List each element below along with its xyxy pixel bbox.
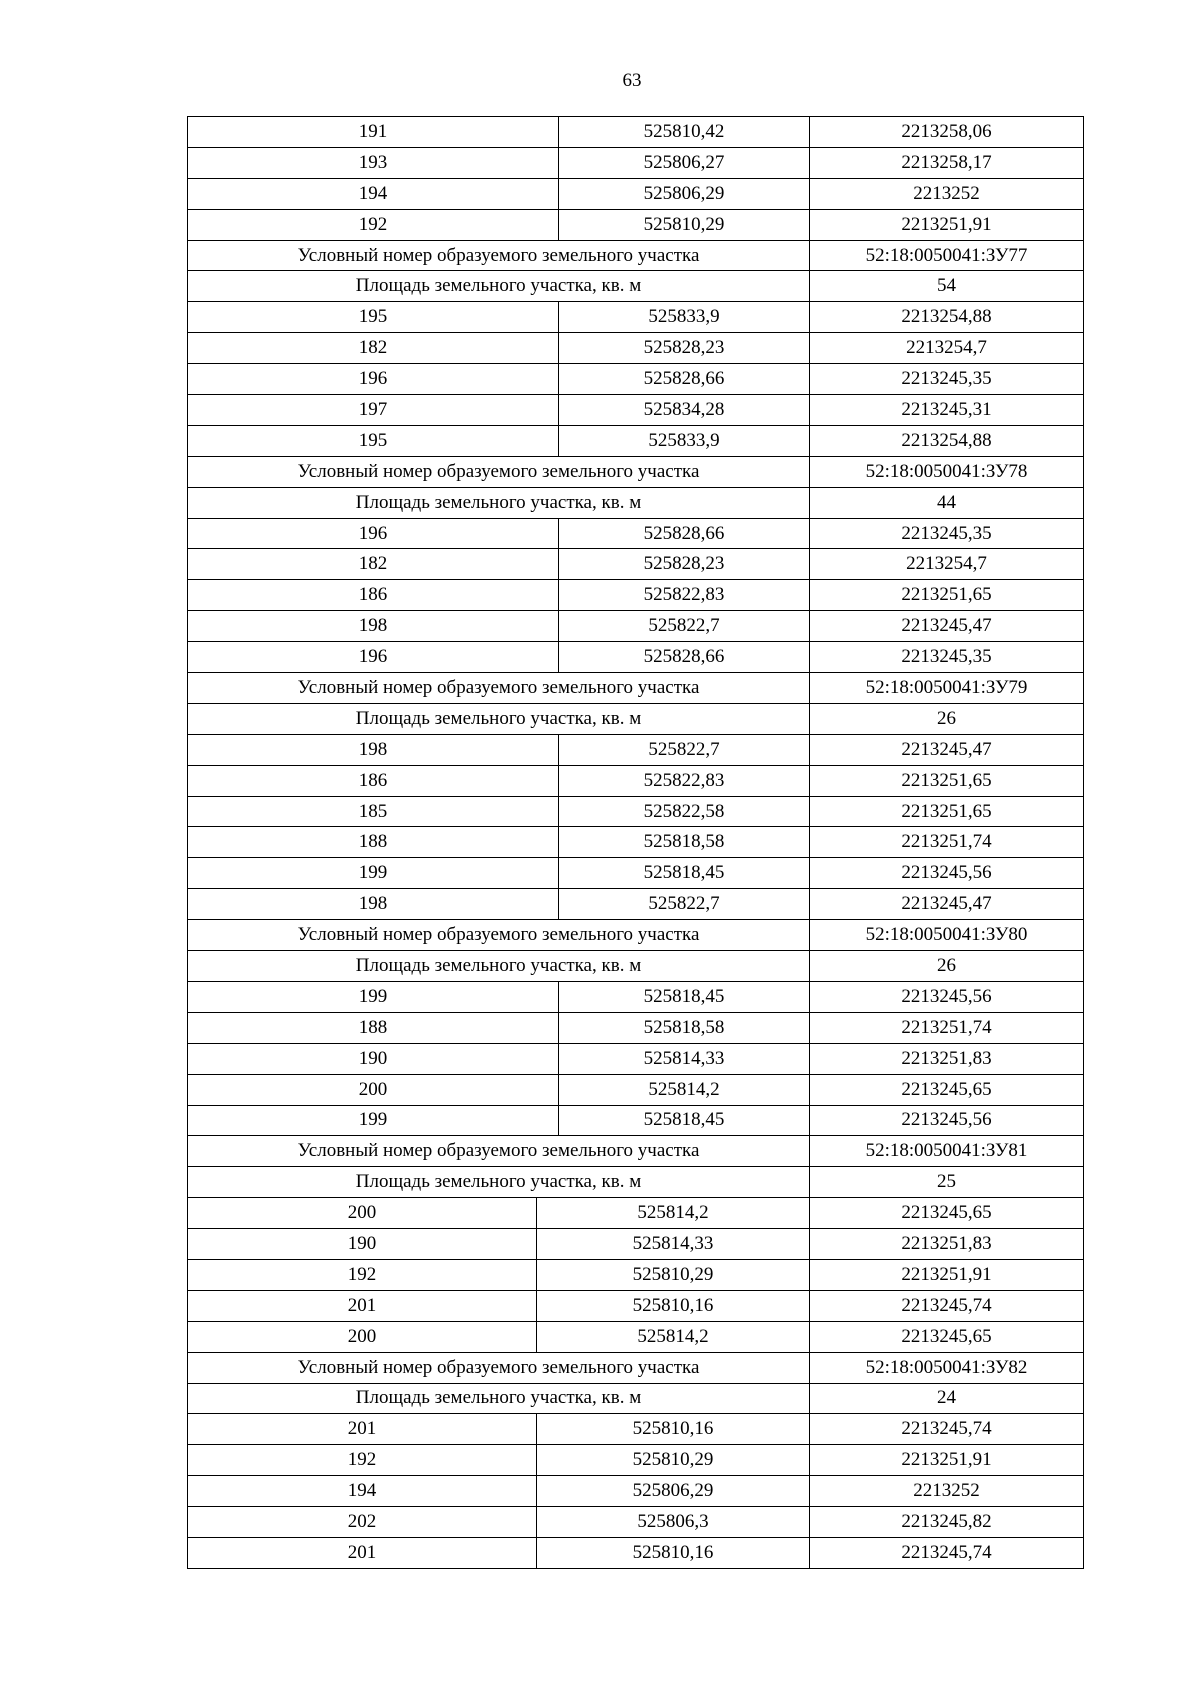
coord-x: 525810,16 [537, 1537, 810, 1568]
coord-y: 2213251,65 [810, 765, 1084, 796]
coord-x: 525814,2 [537, 1198, 810, 1229]
coord-y: 2213245,35 [810, 364, 1084, 395]
coord-y: 2213251,83 [810, 1043, 1084, 1074]
coord-x: 525822,7 [559, 889, 810, 920]
coord-x: 525828,23 [559, 549, 810, 580]
point-number: 188 [188, 827, 559, 858]
table-row [188, 858, 1084, 889]
table-row [188, 209, 1084, 240]
parcel-number: 52:18:0050041:ЗУ79 [810, 673, 1084, 704]
coord-y: 2213245,65 [810, 1321, 1084, 1352]
parcel-number-label: Условный номер образуемого земельного участка [188, 456, 810, 487]
point-number: 186 [188, 765, 559, 796]
table-row [188, 333, 1084, 364]
coord-x: 525822,83 [559, 580, 810, 611]
coord-y: 2213252 [810, 1476, 1084, 1507]
coord-y: 2213258,06 [810, 117, 1084, 148]
parcel-number-row [188, 240, 1084, 271]
coord-x: 525806,27 [559, 147, 810, 178]
parcel-area: 54 [810, 271, 1084, 302]
parcel-number-row [188, 1136, 1084, 1167]
point-number: 192 [188, 1445, 537, 1476]
table-row [188, 1012, 1084, 1043]
coord-y: 2213251,91 [810, 1445, 1084, 1476]
point-number: 186 [188, 580, 559, 611]
parcel-number-label: Условный номер образуемого земельного участка [188, 673, 810, 704]
parcel-block [187, 1135, 1084, 1352]
coord-y: 2213258,17 [810, 147, 1084, 178]
point-number: 199 [188, 858, 559, 889]
table-row [188, 796, 1084, 827]
point-number: 202 [188, 1507, 537, 1538]
coord-y: 2213251,74 [810, 1012, 1084, 1043]
point-number: 182 [188, 549, 559, 580]
coord-y: 2213251,74 [810, 827, 1084, 858]
coord-x: 525810,29 [559, 209, 810, 240]
point-number: 185 [188, 796, 559, 827]
table-row [188, 395, 1084, 426]
table-row [188, 1043, 1084, 1074]
point-number: 200 [188, 1198, 537, 1229]
table-row [188, 734, 1084, 765]
parcel-area-row [188, 703, 1084, 734]
table-row [188, 549, 1084, 580]
parcel-number-row [188, 1352, 1084, 1383]
parcel-area: 24 [810, 1383, 1084, 1414]
table-row [188, 1445, 1084, 1476]
table-row [188, 1198, 1084, 1229]
coord-y: 2213245,74 [810, 1414, 1084, 1445]
coord-x: 525833,9 [559, 302, 810, 333]
coord-y: 2213245,47 [810, 889, 1084, 920]
parcel-area-row [188, 1167, 1084, 1198]
parcel-number-label: Условный номер образуемого земельного участка [188, 1352, 810, 1383]
coord-x: 525806,29 [537, 1476, 810, 1507]
coord-y: 2213245,35 [810, 518, 1084, 549]
table-row [188, 117, 1084, 148]
parcel-block [187, 672, 1084, 920]
parcel-area: 25 [810, 1167, 1084, 1198]
coord-x: 525810,16 [537, 1290, 810, 1321]
point-number: 195 [188, 425, 559, 456]
table-row [188, 889, 1084, 920]
point-number: 192 [188, 1259, 537, 1290]
coord-x: 525806,3 [537, 1507, 810, 1538]
coord-x: 525818,58 [559, 827, 810, 858]
coord-y: 2213245,74 [810, 1537, 1084, 1568]
coord-x: 525810,42 [559, 117, 810, 148]
table-row [188, 178, 1084, 209]
parcel-area-row [188, 1383, 1084, 1414]
coord-x: 525814,33 [559, 1043, 810, 1074]
parcel-number-row [188, 920, 1084, 951]
table-row [188, 1105, 1084, 1136]
parcel-number: 52:18:0050041:ЗУ78 [810, 456, 1084, 487]
parcel-number: 52:18:0050041:ЗУ77 [810, 240, 1084, 271]
point-number: 191 [188, 117, 559, 148]
coordinates-table [187, 116, 1083, 1569]
coord-x: 525810,29 [537, 1259, 810, 1290]
coord-y: 2213245,56 [810, 981, 1084, 1012]
table-row [188, 1290, 1084, 1321]
coord-y: 2213245,47 [810, 611, 1084, 642]
coord-x: 525833,9 [559, 425, 810, 456]
table-row [188, 1074, 1084, 1105]
table-row [188, 302, 1084, 333]
parcel-area-label: Площадь земельного участка, кв. м [188, 1383, 810, 1414]
coord-x: 525822,7 [559, 734, 810, 765]
point-number: 194 [188, 1476, 537, 1507]
point-number: 198 [188, 734, 559, 765]
point-number: 200 [188, 1074, 559, 1105]
table-row [188, 1476, 1084, 1507]
parcel-area-row [188, 487, 1084, 518]
parcel-area-row [188, 951, 1084, 982]
table-row [188, 1321, 1084, 1352]
point-number: 195 [188, 302, 559, 333]
coord-x: 525822,58 [559, 796, 810, 827]
table-row [188, 642, 1084, 673]
point-number: 196 [188, 364, 559, 395]
page-number: 63 [622, 70, 642, 91]
parcel-area: 44 [810, 487, 1084, 518]
table-row [188, 827, 1084, 858]
coord-x: 525810,16 [537, 1414, 810, 1445]
point-number: 201 [188, 1290, 537, 1321]
coord-x: 525810,29 [537, 1445, 810, 1476]
parcel-number-label: Условный номер образуемого земельного участка [188, 920, 810, 951]
parcel-area: 26 [810, 951, 1084, 982]
point-number: 196 [188, 518, 559, 549]
coord-y: 2213245,56 [810, 1105, 1084, 1136]
coord-y: 2213252 [810, 178, 1084, 209]
coord-y: 2213251,91 [810, 209, 1084, 240]
coord-x: 525814,2 [559, 1074, 810, 1105]
table-row [188, 1507, 1084, 1538]
point-number: 198 [188, 889, 559, 920]
point-number: 197 [188, 395, 559, 426]
point-number: 198 [188, 611, 559, 642]
point-number: 182 [188, 333, 559, 364]
coord-x: 525818,58 [559, 1012, 810, 1043]
table-row [188, 1229, 1084, 1260]
parcel-area-row [188, 271, 1084, 302]
point-number: 192 [188, 209, 559, 240]
parcel-number: 52:18:0050041:ЗУ81 [810, 1136, 1084, 1167]
coord-y: 2213245,35 [810, 642, 1084, 673]
point-number: 190 [188, 1043, 559, 1074]
parcel-number-label: Условный номер образуемого земельного участка [188, 240, 810, 271]
coord-y: 2213245,74 [810, 1290, 1084, 1321]
point-number: 196 [188, 642, 559, 673]
table-row [188, 765, 1084, 796]
coord-y: 2213245,31 [810, 395, 1084, 426]
coord-x: 525818,45 [559, 1105, 810, 1136]
coord-x: 525822,7 [559, 611, 810, 642]
coord-x: 525828,66 [559, 518, 810, 549]
coord-x: 525828,23 [559, 333, 810, 364]
table-row [188, 518, 1084, 549]
table-row [188, 147, 1084, 178]
point-number: 199 [188, 1105, 559, 1136]
table-row [188, 1537, 1084, 1568]
parcel-area-label: Площадь земельного участка, кв. м [188, 951, 810, 982]
coord-x: 525814,33 [537, 1229, 810, 1260]
table-row [188, 1414, 1084, 1445]
parcel-block [187, 456, 1084, 673]
point-number: 201 [188, 1414, 537, 1445]
parcel-number-row [188, 673, 1084, 704]
parcel-area-label: Площадь земельного участка, кв. м [188, 487, 810, 518]
coord-y: 2213251,65 [810, 796, 1084, 827]
coord-y: 2213254,88 [810, 302, 1084, 333]
point-number: 194 [188, 178, 559, 209]
parcel-block [187, 1352, 1084, 1569]
coord-y: 2213254,7 [810, 333, 1084, 364]
point-number: 193 [188, 147, 559, 178]
point-number: 190 [188, 1229, 537, 1260]
point-number: 199 [188, 981, 559, 1012]
coord-y: 2213254,7 [810, 549, 1084, 580]
coord-x: 525828,66 [559, 642, 810, 673]
table-row [188, 981, 1084, 1012]
coord-y: 2213245,56 [810, 858, 1084, 889]
coord-y: 2213251,91 [810, 1259, 1084, 1290]
parcel-area-label: Площадь земельного участка, кв. м [188, 703, 810, 734]
coord-x: 525834,28 [559, 395, 810, 426]
coord-y: 2213245,82 [810, 1507, 1084, 1538]
coord-y: 2213245,65 [810, 1198, 1084, 1229]
table-row [188, 611, 1084, 642]
coord-y: 2213251,83 [810, 1229, 1084, 1260]
table-row [188, 364, 1084, 395]
parcel-area: 26 [810, 703, 1084, 734]
parcel-number: 52:18:0050041:ЗУ80 [810, 920, 1084, 951]
parcel-number-row [188, 456, 1084, 487]
coord-x: 525828,66 [559, 364, 810, 395]
parcel-number: 52:18:0050041:ЗУ82 [810, 1352, 1084, 1383]
coord-x: 525818,45 [559, 981, 810, 1012]
point-number: 200 [188, 1321, 537, 1352]
table-row [188, 1259, 1084, 1290]
parcel-area-label: Площадь земельного участка, кв. м [188, 271, 810, 302]
parcel-area-label: Площадь земельного участка, кв. м [188, 1167, 810, 1198]
parcel-number-label: Условный номер образуемого земельного участка [188, 1136, 810, 1167]
parcel-block [187, 116, 1084, 241]
coord-x: 525818,45 [559, 858, 810, 889]
table-row [188, 425, 1084, 456]
coord-y: 2213251,65 [810, 580, 1084, 611]
parcel-block [187, 240, 1084, 457]
table-row [188, 580, 1084, 611]
coord-y: 2213245,65 [810, 1074, 1084, 1105]
coord-x: 525822,83 [559, 765, 810, 796]
point-number: 188 [188, 1012, 559, 1043]
coord-x: 525814,2 [537, 1321, 810, 1352]
coord-y: 2213245,47 [810, 734, 1084, 765]
coord-x: 525806,29 [559, 178, 810, 209]
parcel-block [187, 919, 1084, 1136]
point-number: 201 [188, 1537, 537, 1568]
coord-y: 2213254,88 [810, 425, 1084, 456]
